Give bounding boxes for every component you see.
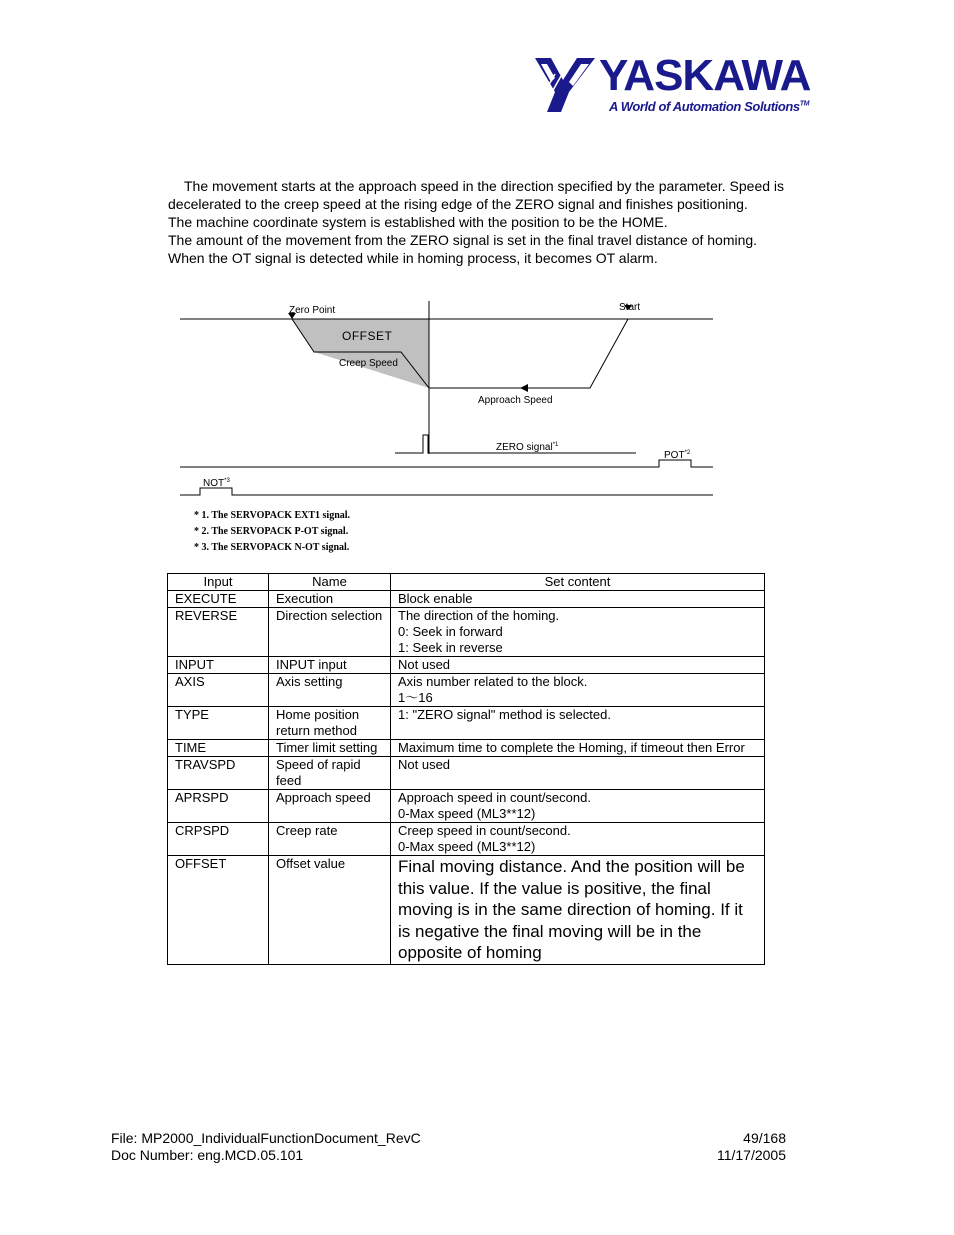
table-row xyxy=(168,757,765,790)
cell-content: Axis number related to the block. 1～16 xyxy=(391,674,765,707)
table-row xyxy=(168,823,765,856)
header-name: Name xyxy=(269,574,391,591)
cell-input: CRPSPD xyxy=(168,823,269,856)
cell-input: APRSPD xyxy=(168,790,269,823)
approach-arrow xyxy=(520,384,528,392)
cell-input: REVERSE xyxy=(168,608,269,657)
header-set-content: Set content xyxy=(391,574,765,591)
intro-paragraph xyxy=(168,177,848,267)
table-row xyxy=(168,591,765,608)
table-row xyxy=(168,608,765,657)
cell-input: TYPE xyxy=(168,707,269,740)
intro-line: The machine coordinate system is established with the position to be the HOME. xyxy=(168,214,668,230)
cell-content: Maximum time to complete the Homing, if timeout then Error xyxy=(391,740,765,757)
cell-content: Creep speed in count/second. 0-Max speed (ML3**12) xyxy=(391,823,765,856)
header-input: Input xyxy=(168,574,269,591)
cell-name: Speed of rapid feed xyxy=(269,757,391,790)
zero-point-label: Zero Point xyxy=(289,305,336,316)
yaskawa-logo xyxy=(533,52,823,122)
cell-name: Axis setting xyxy=(269,674,391,707)
pot-signal-line xyxy=(180,460,713,467)
cell-input: EXECUTE xyxy=(168,591,269,608)
table-row xyxy=(168,740,765,757)
intro-line: The movement starts at the approach speed in the direction specified by the parameter. Speed is decelerated to the creep speed at the rising edge of the ZERO signal and finishes positioning. xyxy=(168,178,785,212)
yaskawa-emblem-icon xyxy=(533,54,603,114)
cell-input: OFFSET xyxy=(168,856,269,965)
cell-input: INPUT xyxy=(168,657,269,674)
cell-name: Direction selection xyxy=(269,608,391,657)
approach-speed-label: Approach Speed xyxy=(478,395,553,406)
yaskawa-tagline: A World of Automation Solutions™ xyxy=(609,99,810,114)
not-signal-line xyxy=(180,488,713,495)
cell-name: INPUT input xyxy=(269,657,391,674)
cell-input: TRAVSPD xyxy=(168,757,269,790)
cell-content: Not used xyxy=(391,657,765,674)
cell-name: Home position return method xyxy=(269,707,391,740)
cell-name: Timer limit setting xyxy=(269,740,391,757)
zero-signal-label: ZERO signal$^{*1}$ xyxy=(496,442,559,453)
table-row xyxy=(168,657,765,674)
cell-content: Not used xyxy=(391,757,765,790)
footer-file: File: MP2000_IndividualFunctionDocument_RevC xyxy=(111,1130,421,1146)
cell-content: Approach speed in count/second. 0-Max speed (ML3**12) xyxy=(391,790,765,823)
offset-label: OFFSET xyxy=(342,329,393,343)
table-row xyxy=(168,707,765,740)
cell-name: Creep rate xyxy=(269,823,391,856)
table-row xyxy=(168,790,765,823)
cell-input: AXIS xyxy=(168,674,269,707)
homing-diagram xyxy=(176,296,721,556)
footer-date: 11/17/2005 xyxy=(716,1147,786,1163)
start-label: Start xyxy=(619,302,641,313)
page-footer xyxy=(111,1130,786,1164)
diagram-note: * 2. The SERVOPACK P-OT signal. xyxy=(194,526,349,537)
not-label: NOT$^{*3}$ xyxy=(203,478,230,489)
cell-content: The direction of the homing. 0: Seek in forward 1: Seek in reverse xyxy=(391,608,765,657)
cell-name: Approach speed xyxy=(269,790,391,823)
footer-doc-number: Doc Number: eng.MCD.05.101 xyxy=(111,1147,304,1163)
cell-name: Execution xyxy=(269,591,391,608)
table-row xyxy=(168,674,765,707)
yaskawa-brand-text: YASKAWA xyxy=(599,51,811,100)
cell-content: Final moving distance. And the position will be this value. If the value is positive, the final moving is in the same direction of homing. If it is negative the final moving will be in the opposite of homing xyxy=(391,856,765,965)
cell-name: Offset value xyxy=(269,856,391,965)
cell-content: 1: "ZERO signal" method is selected. xyxy=(391,707,765,740)
cell-content: Block enable xyxy=(391,591,765,608)
creep-speed-label: Creep Speed xyxy=(339,358,398,369)
footer-page: 49/168 xyxy=(743,1130,786,1146)
table-header-row xyxy=(168,574,765,591)
table-row xyxy=(168,856,765,965)
parameter-table xyxy=(167,573,765,965)
diagram-note: * 1. The SERVOPACK EXT1 signal. xyxy=(194,510,351,521)
cell-input: TIME xyxy=(168,740,269,757)
intro-line: The amount of the movement from the ZERO signal is set in the final travel distance of homing. xyxy=(168,232,758,248)
diagram-note: * 3. The SERVOPACK N-OT signal. xyxy=(194,542,350,553)
intro-line: When the OT signal is detected while in homing process, it becomes OT alarm. xyxy=(168,250,658,266)
pot-label: POT$^{*2}$ xyxy=(664,450,691,461)
